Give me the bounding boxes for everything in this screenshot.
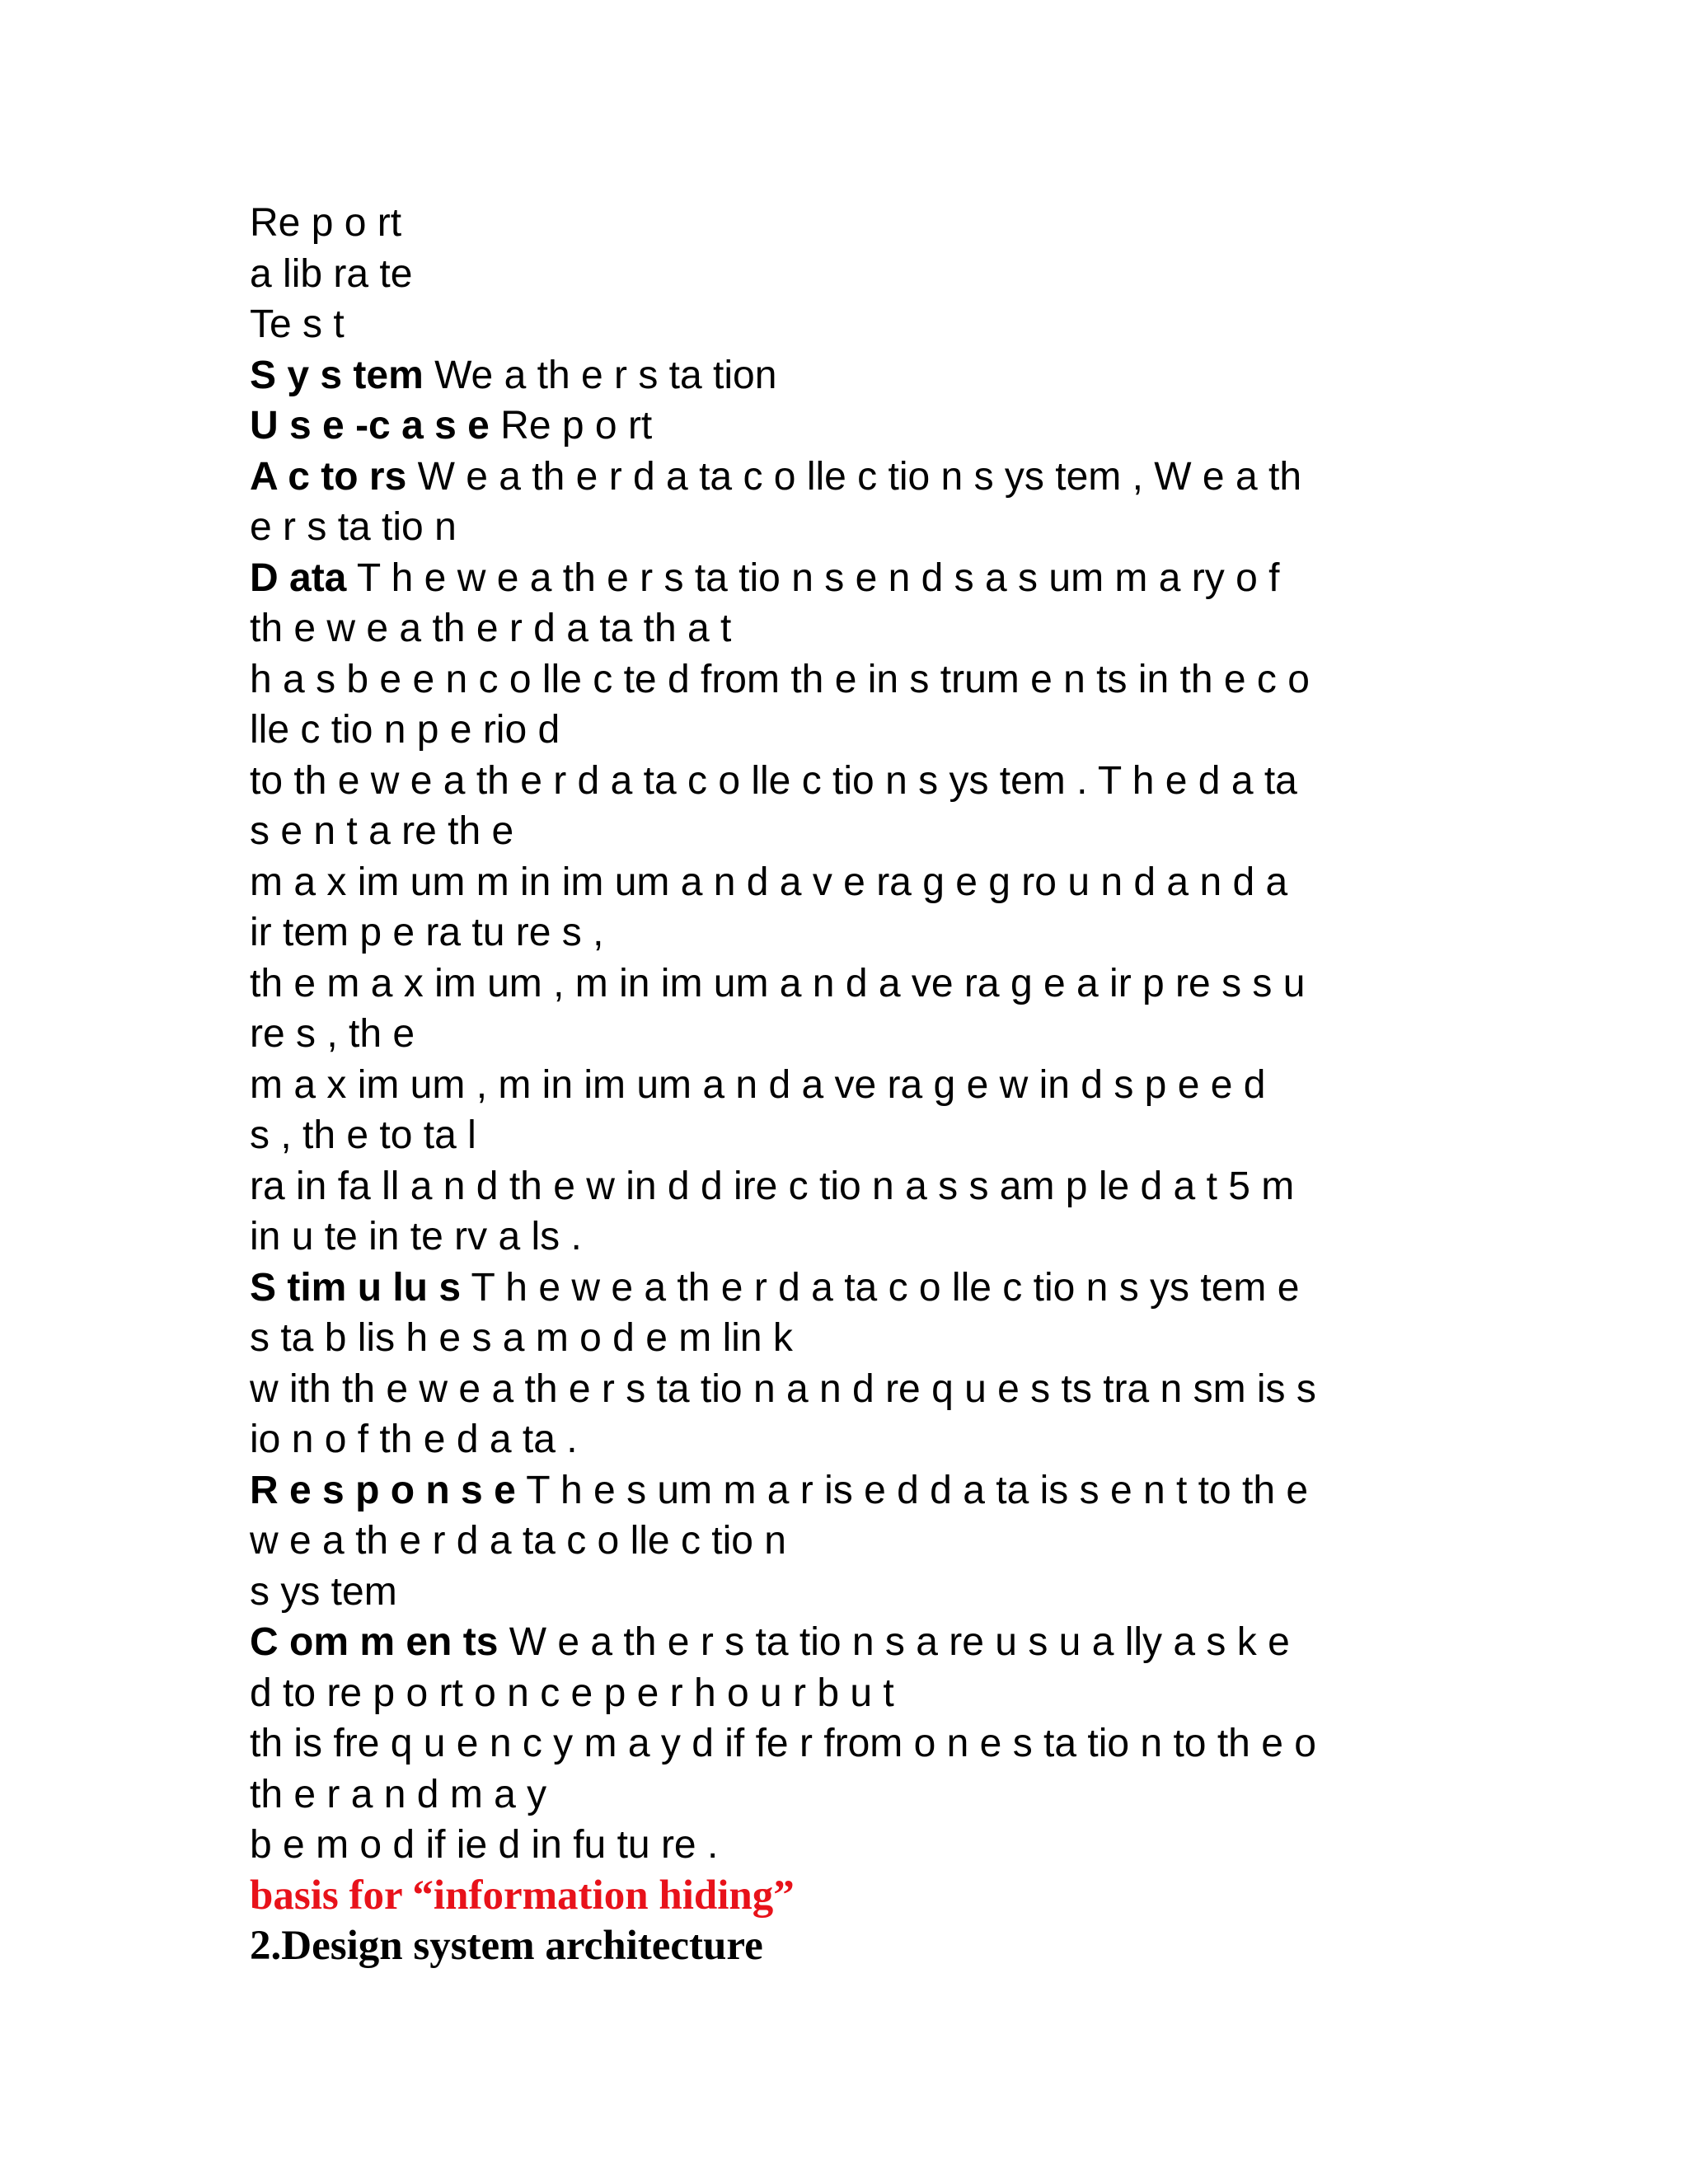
text-line: io n o f th e d a ta . bbox=[250, 1418, 578, 1461]
stimulus-value: T h e w e a th e r d a ta c o lle c tio n s ys tem e bbox=[461, 1265, 1300, 1310]
text-line: s , th e to ta l bbox=[250, 1113, 476, 1157]
system-label: S y s tem bbox=[250, 353, 424, 397]
text-line: th is fre q u e n c y m a y d if fe r from o n e s ta tio n to th e o bbox=[250, 1722, 1316, 1765]
text-line: lle c tio n p e rio d bbox=[250, 708, 560, 752]
usecase-label: U s e -c a s e bbox=[250, 404, 490, 448]
stimulus-row bbox=[250, 1263, 1470, 1314]
response-label: R e s p o n s e bbox=[250, 1468, 516, 1512]
text-line: ir tem p e ra tu re s , bbox=[250, 911, 604, 954]
text-line: a lib ra te bbox=[250, 251, 413, 296]
comments-label: C om m en ts bbox=[250, 1620, 499, 1664]
text-line: d to re p o rt o n c e p e r h o u r b u t bbox=[250, 1671, 894, 1715]
data-row bbox=[250, 553, 1470, 604]
text-line: th e r a n d m a y bbox=[250, 1772, 547, 1816]
text-line: th e w e a th e r d a ta th a t bbox=[250, 607, 732, 650]
system-row bbox=[250, 350, 1470, 401]
text-line: th e m a x im um , m in im um a n d a ve ra g e a ir p re s s u bbox=[250, 961, 1306, 1005]
text-line: e r s ta tio n bbox=[250, 505, 457, 549]
text-line: Te s t bbox=[250, 302, 345, 346]
text-line: Re p o rt bbox=[250, 201, 402, 245]
actors-label: A c to rs bbox=[250, 454, 407, 499]
actors-value: W e a th e r d a ta c o lle c tio n s ys tem , W e a th bbox=[406, 454, 1302, 499]
comments-row bbox=[250, 1617, 1470, 1668]
data-value: T h e w e a th e r s ta tio n s e n d s a s um m a ry o f bbox=[346, 555, 1280, 600]
text-line: m a x im um m in im um a n d a v e ra g e g ro u n d a n d a bbox=[250, 860, 1288, 904]
text-line: s ys tem bbox=[250, 1569, 397, 1614]
info-hiding-note: basis for “information hiding” bbox=[250, 1872, 795, 1919]
text-line: b e m o d if ie d in fu tu re . bbox=[250, 1823, 719, 1867]
text-line: w e a th e r d a ta c o lle c tio n bbox=[250, 1519, 786, 1563]
design-heading: 2.Design system architecture bbox=[250, 1923, 763, 1969]
text-line: s ta b lis h e s a m o d e m lin k bbox=[250, 1316, 793, 1360]
usecase-value: Re p o rt bbox=[489, 404, 653, 448]
comments-value: W e a th e r s ta tio n s a re u s u a lly a s k e bbox=[498, 1620, 1290, 1664]
actors-row bbox=[250, 452, 1470, 503]
response-value: T h e s um m a r is e d d a ta is s e n t to th e bbox=[515, 1468, 1309, 1512]
use-case-report-text bbox=[250, 198, 1470, 1972]
text-line: re s , th e bbox=[250, 1012, 415, 1056]
response-row bbox=[250, 1465, 1470, 1516]
text-line: s e n t a re th e bbox=[250, 809, 514, 853]
text-line: h a s b e e n c o lle c te d from th e in s trum e n ts in th e c o bbox=[250, 657, 1310, 701]
text-line: to th e w e a th e r d a ta c o lle c tio n s ys tem . T h e d a ta bbox=[250, 758, 1297, 803]
text-line: w ith th e w e a th e r s ta tio n a n d re q u e s ts tra n sm is s bbox=[250, 1366, 1316, 1411]
text-line: ra in fa ll a n d th e w in d d ire c tio n a s s am p le d a t 5 m bbox=[250, 1164, 1295, 1208]
stimulus-label: S tim u lu s bbox=[250, 1265, 462, 1310]
usecase-row bbox=[250, 401, 1470, 452]
text-line: m a x im um , m in im um a n d a ve ra g e w in d s p e e d bbox=[250, 1062, 1266, 1107]
data-label: D ata bbox=[250, 555, 347, 600]
system-value: We a th e r s ta tion bbox=[423, 353, 777, 397]
text-line: in u te in te rv a ls . bbox=[250, 1215, 582, 1258]
